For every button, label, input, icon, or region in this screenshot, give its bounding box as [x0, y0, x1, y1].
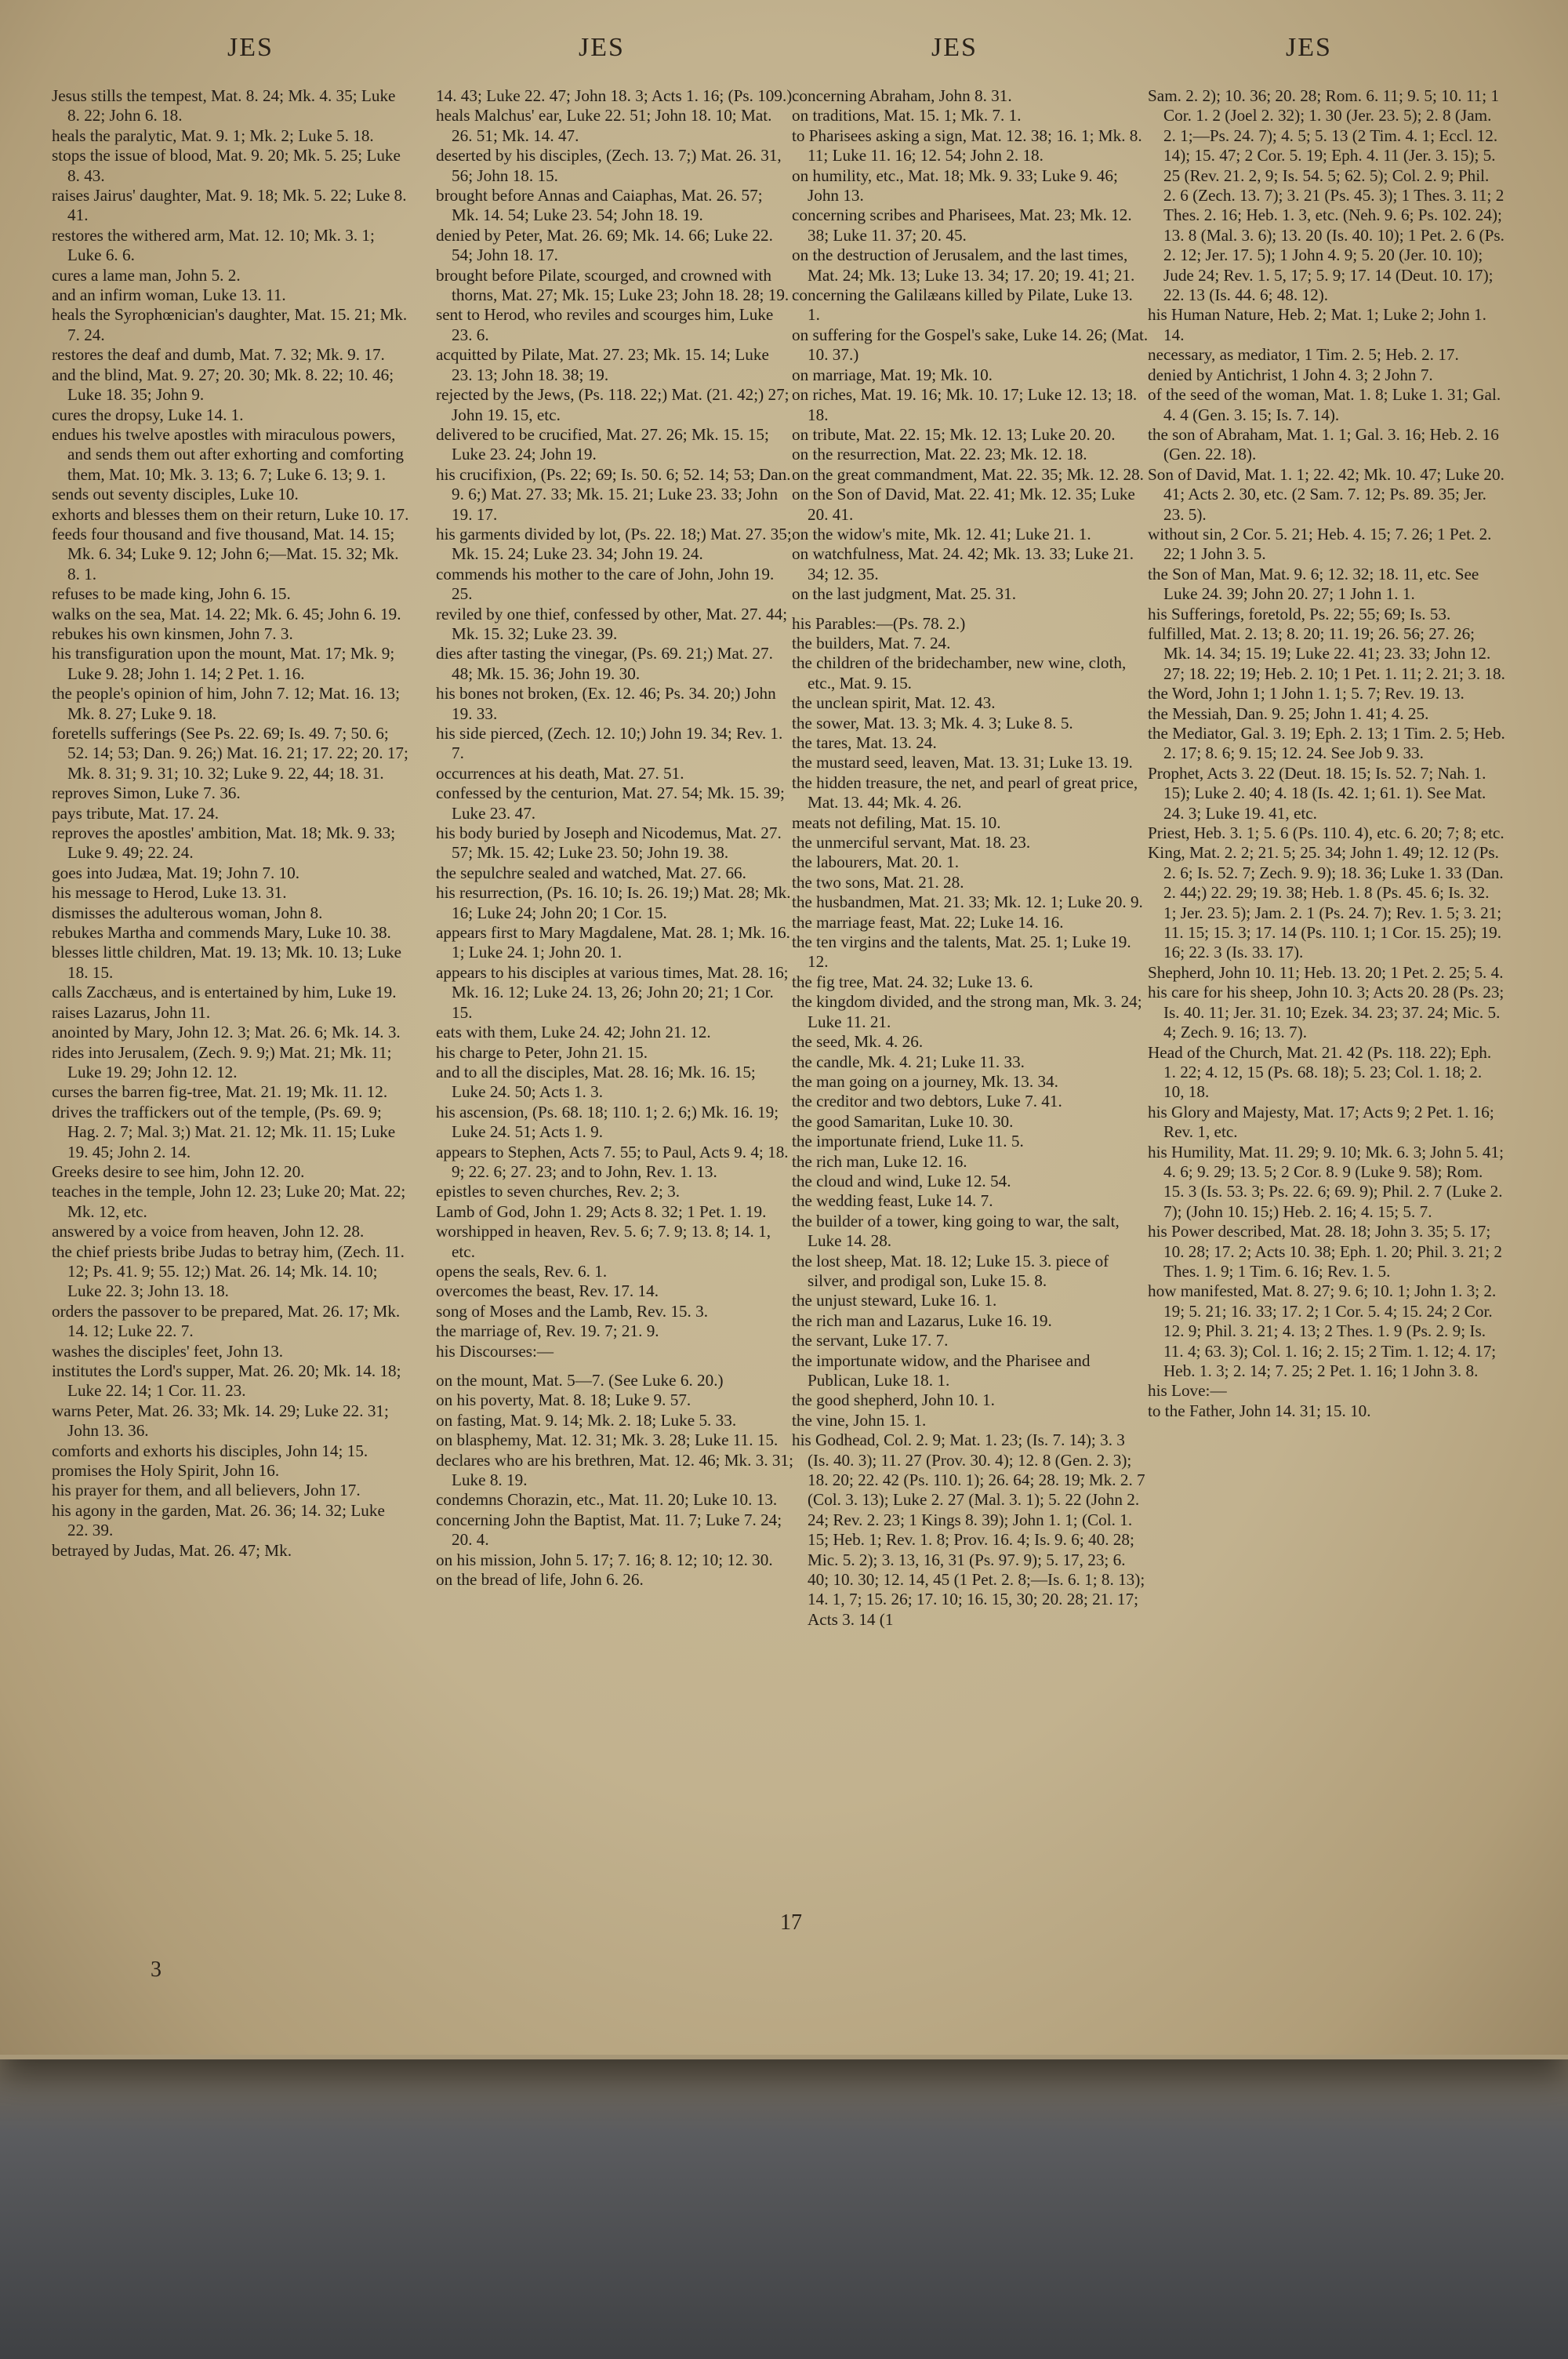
- index-entry: sent to Herod, who reviles and scourges him, Luke 23. 6.: [436, 305, 774, 344]
- index-entry: on fasting, Mat. 9. 14; Mk. 2. 18; Luke 5. 33.: [436, 1410, 737, 1430]
- index-entry: his Power described, Mat. 28. 18; John 3. 35; 5. 17; 10. 28; 17. 2; Acts 10. 38; Eph. 1. 20; Phil. 3. 21; 2 Thes. 1. 9; 1 Tim. 6. 16; Rev. 1. 5.: [1148, 1222, 1503, 1281]
- index-entry: heals the paralytic, Mat. 9. 1; Mk. 2; Luke 5. 18.: [52, 125, 374, 145]
- index-entry: King, Mat. 2. 2; 21. 5; 25. 34; John 1. 49; 12. 12 (Ps. 2. 6; Is. 52. 7; Zech. 9. 9); 18. 36; Luke 1. 33 (Dan. 2. 44;) 22. 29; 19. 38; Heb. 1. 8 (Ps. 45. 6; Is. 32. 1; Jer. 23. 5); Jam. 2. 1 (Ps. 24. 7); Rev. 1. 5; 3. 21; 11. 15; 15. 3; 17. 14 (Ps. 110. 1; 1 Cor. 15. 25); 19. 16; 22. 3 (Is. 33. 17).: [1148, 843, 1504, 962]
- index-column-3: [792, 86, 1149, 1630]
- index-entry: to the Father, John 14. 31; 15. 10.: [1148, 1401, 1371, 1420]
- index-entry: and to all the disciples, Mat. 28. 16; Mk. 16. 15; Luke 24. 50; Acts 1. 3.: [436, 1062, 756, 1102]
- index-entry: the hidden treasure, the net, and pearl of great price, Mat. 13. 44; Mk. 4. 26.: [792, 772, 1138, 812]
- index-entry: the builders, Mat. 7. 24.: [792, 633, 951, 652]
- index-entry: the cloud and wind, Luke 12. 54.: [792, 1171, 1011, 1190]
- index-entry: endues his twelve apostles with miraculous powers, and sends them out after exhorting and comforting them, Mat. 10; Mk. 3. 13; 6. 7; Luke 6. 13; 9. 1.: [52, 424, 404, 484]
- index-entry: restores the withered arm, Mat. 12. 10; Mk. 3. 1; Luke 6. 6.: [52, 225, 375, 265]
- index-entry: teaches in the temple, John 12. 23; Luke 20; Mat. 22; Mk. 12, etc.: [52, 1182, 406, 1221]
- index-entry: curses the barren fig-tree, Mat. 21. 19; Mk. 11. 12.: [52, 1082, 388, 1102]
- index-entry: the labourers, Mat. 20. 1.: [792, 852, 960, 872]
- index-entry: his care for his sheep, John 10. 3; Acts 20. 28 (Ps. 23; Is. 40. 11; Jer. 31. 10; Ezek. 34. 23; 37. 24; Mic. 5. 4; Zech. 9. 16; 13. 7).: [1148, 983, 1504, 1042]
- index-entry: necessary, as mediator, 1 Tim. 2. 5; Heb. 2. 17.: [1148, 345, 1459, 365]
- index-entry: on the Son of David, Mat. 22. 41; Mk. 12. 35; Luke 20. 41.: [792, 485, 1135, 524]
- index-entry: Prophet, Acts 3. 22 (Deut. 18. 15; Is. 52. 7; Nah. 1. 15); Luke 2. 40; 4. 18 (Is. 42. 1; 61. 1). See Mat. 24. 3; Luke 19. 41, etc.: [1148, 763, 1486, 823]
- index-entry: opens the seals, Rev. 6. 1.: [436, 1261, 608, 1281]
- index-entry: his transfiguration upon the mount, Mat. 17; Mk. 9; Luke 9. 28; John 1. 14; 2 Pet. 1. 16.: [52, 644, 395, 683]
- index-entry: goes into Judæa, Mat. 19; John 7. 10.: [52, 863, 300, 882]
- index-entry: reproves the apostles' ambition, Mat. 18; Mk. 9. 33; Luke 9. 49; 22. 24.: [52, 823, 396, 863]
- index-entry: the Word, John 1; 1 John 1. 1; 5. 7; Rev. 19. 13.: [1148, 684, 1465, 703]
- index-entry: the ten virgins and the talents, Mat. 25. 1; Luke 19. 12.: [792, 932, 1131, 972]
- index-entry: his garments divided by lot, (Ps. 22. 18;) Mat. 27. 35; Mk. 15. 24; Luke 23. 34; John 19. 24.: [436, 524, 792, 564]
- index-entry: of the seed of the woman, Mat. 1. 8; Luke 1. 31; Gal. 4. 4 (Gen. 3. 15; Is. 7. 14).: [1148, 385, 1501, 424]
- index-entry: the lost sheep, Mat. 18. 12; Luke 15. 3. piece of silver, and prodigal son, Luke 15. 8.: [792, 1251, 1109, 1290]
- index-entry: the mustard seed, leaven, Mat. 13. 31; Luke 13. 19.: [792, 753, 1133, 772]
- index-column-2: [436, 86, 793, 1590]
- index-entry: his Parables:—(Ps. 78. 2.): [792, 613, 966, 633]
- index-entry: the unclean spirit, Mat. 12. 43.: [792, 693, 996, 713]
- index-entry: his Godhead, Col. 2. 9; Mat. 1. 23; (Is. 7. 14); 3. 3 (Is. 40. 3); 11. 27 (Prov. 30. 4); 12. 8 (Gen. 2. 3); 18. 20; 22. 42 (Ps. 110. 1); 26. 64; 28. 19; Mk. 2. 7 (Col. 3. 13); Luke 2. 27 (Mal. 3. 1); 5. 22 (John 2. 24; Rev. 2. 23; 1 Kings 8. 39); John 1. 1; (Col. 1. 15; Heb. 1; Rev. 1. 8; Prov. 16. 4; Is. 9. 6; 40. 28; Mic. 5. 2); 3. 13, 16, 31 (Ps. 97. 9); 5. 17, 23; 6. 40; 10. 30; 12. 14, 45 (1 Pet. 2. 8;—Is. 6. 1; 8. 13); 14. 1, 7; 15. 26; 17. 10; 16. 15, 30; 20. 28; 21. 17; Acts 3. 14 (1: [792, 1430, 1145, 1629]
- index-entry: the unjust steward, Luke 16. 1.: [792, 1291, 997, 1310]
- index-entry: on the great commandment, Mat. 22. 35; Mk. 12. 28.: [792, 464, 1144, 484]
- index-entry: rebukes Martha and commends Mary, Luke 10. 38.: [52, 923, 391, 943]
- index-entry: the vine, John 15. 1.: [792, 1410, 927, 1430]
- index-entry: foretells sufferings (See Ps. 22. 69; Is. 49. 7; 50. 6; 52. 14; 53; Dan. 9. 26;) Mat. 16. 21; 17. 22; 20. 17; Mk. 8. 31; 9. 31; 10. 32; Luke 9. 22, 44; 18. 31.: [52, 724, 408, 783]
- index-entry: washes the disciples' feet, John 13.: [52, 1341, 284, 1361]
- index-entry: the good shepherd, John 10. 1.: [792, 1390, 995, 1410]
- index-entry: the Mediator, Gal. 3. 19; Eph. 2. 13; 1 Tim. 2. 5; Heb. 2. 17; 8. 6; 9. 15; 12. 24. See Job 9. 33.: [1148, 724, 1505, 763]
- index-entry: his body buried by Joseph and Nicodemus, Mat. 27. 57; Mk. 15. 42; Luke 23. 50; John 19. 38.: [436, 823, 782, 863]
- index-entry: condemns Chorazin, etc., Mat. 11. 20; Luke 10. 13.: [436, 1490, 778, 1510]
- index-column-4: [1148, 86, 1505, 1421]
- index-entry: the wedding feast, Luke 14. 7.: [792, 1191, 993, 1211]
- index-entry: rides into Jerusalem, (Zech. 9. 9;) Mat. 21; Mk. 11; Luke 19. 29; John 12. 12.: [52, 1042, 392, 1081]
- page-number: 17: [780, 1910, 802, 1935]
- index-entry: the importunate widow, and the Pharisee and Publican, Luke 18. 1.: [792, 1350, 1091, 1390]
- index-entry: the children of the bridechamber, new wine, cloth, etc., Mat. 9. 15.: [792, 653, 1127, 692]
- index-entry: the Messiah, Dan. 9. 25; John 1. 41; 4. 25.: [1148, 703, 1429, 723]
- index-entry: the rich man, Luke 12. 16.: [792, 1151, 967, 1171]
- index-entry: dies after tasting the vinegar, (Ps. 69. 21;) Mat. 27. 48; Mk. 15. 36; John 19. 30.: [436, 644, 773, 683]
- index-entry: how manifested, Mat. 8. 27; 9. 6; 10. 1; John 1. 3; 2. 19; 5. 21; 16. 33; 17. 2; 1 Cor. 5. 4; 15. 24; 2 Cor. 12. 9; Phil. 3. 21; 4. 13; 2 Thes. 1. 9 (Ps. 2. 9; Is. 11. 4; 63. 3); Col. 1. 16; 2. 15; 2 Tim. 1. 12; 4. 17; Heb. 1. 3; 2. 14; 7. 25; 2 Pet. 1. 16; 1 John 3. 8.: [1148, 1281, 1497, 1380]
- index-entry: delivered to be crucified, Mat. 27. 26; Mk. 15. 15; Luke 23. 24; John 19.: [436, 424, 769, 464]
- index-entry: his Glory and Majesty, Mat. 17; Acts 9; 2 Pet. 1. 16; Rev. 1, etc.: [1148, 1102, 1494, 1142]
- index-column-1: [52, 86, 409, 1561]
- index-entry: walks on the sea, Mat. 14. 22; Mk. 6. 45; John 6. 19.: [52, 604, 401, 623]
- index-entry: concerning Abraham, John 8. 31.: [792, 86, 1012, 105]
- index-entry: promises the Holy Spirit, John 16.: [52, 1461, 280, 1481]
- index-entry: the tares, Mat. 13. 24.: [792, 733, 937, 752]
- index-entry: his Love:—: [1148, 1381, 1227, 1401]
- index-entry: meats not defiling, Mat. 15. 10.: [792, 812, 1001, 832]
- index-entry: the marriage of, Rev. 19. 7; 21. 9.: [436, 1321, 659, 1341]
- index-entry: his agony in the garden, Mat. 26. 36; 14. 32; Luke 22. 39.: [52, 1500, 385, 1540]
- index-entry: his ascension, (Ps. 68. 18; 110. 1; 2. 6;) Mk. 16. 19; Luke 24. 51; Acts 1. 9.: [436, 1102, 779, 1142]
- index-entry: Jesus stills the tempest, Mat. 8. 24; Mk. 4. 35; Luke 8. 22; John 6. 18.: [52, 86, 396, 125]
- index-entry: dismisses the adulterous woman, John 8.: [52, 903, 323, 922]
- index-entry: the sepulchre sealed and watched, Mat. 27. 66.: [436, 863, 746, 882]
- index-entry: overcomes the beast, Rev. 17. 14.: [436, 1281, 659, 1301]
- index-entry: drives the traffickers out of the temple, (Ps. 69. 9; Hag. 2. 7; Mal. 3;) Mat. 21. 12; Mk. 11. 15; Luke 19. 45; John 2. 14.: [52, 1102, 396, 1161]
- index-entry: and an infirm woman, Luke 13. 11.: [52, 285, 286, 305]
- index-entry: rebukes his own kinsmen, John 7. 3.: [52, 623, 293, 643]
- index-entry: his Sufferings, foretold, Ps. 22; 55; 69; Is. 53.: [1148, 604, 1451, 623]
- index-entry: brought before Annas and Caiaphas, Mat. 26. 57; Mk. 14. 54; Luke 23. 54; John 18. 19.: [436, 186, 763, 225]
- index-entry: restores the deaf and dumb, Mat. 7. 32; Mk. 9. 17.: [52, 345, 385, 365]
- index-entry: the creditor and two debtors, Luke 7. 41.: [792, 1092, 1062, 1111]
- index-entry: his charge to Peter, John 21. 15.: [436, 1042, 648, 1062]
- index-entry: raises Lazarus, John 11.: [52, 1002, 211, 1022]
- index-entry: on the mount, Mat. 5—7. (See Luke 6. 20.): [436, 1371, 724, 1390]
- index-entry: the good Samaritan, Luke 10. 30.: [792, 1111, 1014, 1131]
- index-entry: on the resurrection, Mat. 22. 23; Mk. 12. 18.: [792, 445, 1087, 464]
- index-entry: the unmerciful servant, Mat. 18. 23.: [792, 833, 1031, 852]
- index-entry: on his mission, John 5. 17; 7. 16; 8. 12; 10; 12. 30.: [436, 1550, 773, 1569]
- index-entry: Sam. 2. 2); 10. 36; 20. 28; Rom. 6. 11; 9. 5; 10. 11; 1 Cor. 1. 2 (Joel 2. 32); 1. 30 (Jer. 23. 5); 2. 8 (Jam. 2. 1;—Ps. 24. 7); 4. 5; 5. 13 (2 Tim. 4. 1; Eccl. 12. 14); 15. 47; 2 Cor. 5. 19; Eph. 4. 11 (Jer. 3. 15); 5. 25 (Rev. 21. 2, 9; Is. 54. 5; 62. 5); Col. 2. 9; Phil. 2. 6 (Zech. 13. 7); 3. 21 (Ps. 45. 3); 1 Thes. 3. 11; 2 Thes. 2. 16; Heb. 1. 3, etc. (Neh. 9. 6; Ps. 102. 24); 13. 8 (Mal. 3. 6); 13. 20 (Is. 40. 10); 1 Pet. 2. 6 (Ps. 2. 12; Jer. 17. 5); 1 John 4. 9; 5. 20 (Jer. 10. 10); Jude 24; Rev. 1. 5, 17; 5. 9; 17. 14 (Deut. 10. 17); 22. 13 (Is. 44. 6; 48. 12).: [1148, 86, 1504, 305]
- index-entry: brought before Pilate, scourged, and crowned with thorns, Mat. 27; Mk. 15; Luke 23; John 18. 28; 19.: [436, 265, 789, 305]
- index-entry: concerning the Galilæans killed by Pilate, Luke 13. 1.: [792, 285, 1133, 325]
- index-entry: the importunate friend, Luke 11. 5.: [792, 1132, 1024, 1151]
- index-entry: on watchfulness, Mat. 24. 42; Mk. 13. 33; Luke 21. 34; 12. 35.: [792, 544, 1134, 583]
- index-entry: concerning scribes and Pharisees, Mat. 23; Mk. 12. 38; Luke 11. 37; 20. 45.: [792, 205, 1132, 245]
- index-entry: and the blind, Mat. 9. 27; 20. 30; Mk. 8. 22; 10. 46; Luke 18. 35; John 9.: [52, 365, 394, 405]
- index-entry: his Discourses:—: [436, 1341, 554, 1361]
- index-entry: acquitted by Pilate, Mat. 27. 23; Mk. 15. 14; Luke 23. 13; John 18. 38; 19.: [436, 345, 769, 384]
- index-entry: heals the Syrophœnician's daughter, Mat. 15. 21; Mk. 7. 24.: [52, 305, 408, 344]
- index-entry: rejected by the Jews, (Ps. 118. 22;) Mat. (21. 42;) 27; John 19. 15, etc.: [436, 385, 789, 424]
- index-entry: betrayed by Judas, Mat. 26. 47; Mk.: [52, 1540, 292, 1560]
- index-entry: on his poverty, Mat. 8. 18; Luke 9. 57.: [436, 1390, 691, 1410]
- running-head-1: JES: [227, 33, 274, 62]
- index-entry: the Son of Man, Mat. 9. 6; 12. 32; 18. 11, etc. See Luke 24. 39; John 20. 27; 1 John 1. 1.: [1148, 564, 1479, 604]
- index-entry: song of Moses and the Lamb, Rev. 15. 3.: [436, 1301, 708, 1321]
- index-entry: Greeks desire to see him, John 12. 20.: [52, 1161, 305, 1181]
- index-entry: on tribute, Mat. 22. 15; Mk. 12. 13; Luke 20. 20.: [792, 424, 1116, 444]
- index-entry: on the widow's mite, Mk. 12. 41; Luke 21. 1.: [792, 524, 1091, 543]
- signature-mark: 3: [151, 1957, 162, 1982]
- index-entry: appears to Stephen, Acts 7. 55; to Paul, Acts 9. 4; 18. 9; 22. 6; 27. 23; and to John, Rev. 1. 13.: [436, 1142, 789, 1181]
- index-entry: denied by Antichrist, 1 John 4. 3; 2 John 7.: [1148, 365, 1433, 384]
- index-entry: on traditions, Mat. 15. 1; Mk. 7. 1.: [792, 106, 1022, 125]
- index-entry: the rich man and Lazarus, Luke 16. 19.: [792, 1310, 1052, 1330]
- index-entry: the marriage feast, Mat. 22; Luke 14. 16.: [792, 912, 1064, 932]
- index-entry: deserted by his disciples, (Zech. 13. 7;) Mat. 26. 31, 56; John 18. 15.: [436, 146, 782, 185]
- index-entry: the candle, Mk. 4. 21; Luke 11. 33.: [792, 1052, 1025, 1071]
- running-head-2: JES: [579, 33, 625, 62]
- index-entry: raises Jairus' daughter, Mat. 9. 18; Mk. 5. 22; Luke 8. 41.: [52, 186, 407, 225]
- index-entry: appears to his disciples at various times, Mat. 28. 16; Mk. 16. 12; Luke 24. 13, 26; John 20; 21; 1 Cor. 15.: [436, 962, 789, 1022]
- running-head-4: JES: [1286, 33, 1332, 62]
- index-entry: his bones not broken, (Ex. 12. 46; Ps. 34. 20;) John 19. 33.: [436, 684, 776, 723]
- index-entry: without sin, 2 Cor. 5. 21; Heb. 4. 15; 7. 26; 1 Pet. 2. 22; 1 John 3. 5.: [1148, 524, 1492, 564]
- index-entry: concerning John the Baptist, Mat. 11. 7; Luke 7. 24; 20. 4.: [436, 1510, 782, 1550]
- index-entry: his resurrection, (Ps. 16. 10; Is. 26. 19;) Mat. 28; Mk. 16; Luke 24; John 20; 1 Cor. 15.: [436, 883, 791, 922]
- index-entry: fulfilled, Mat. 2. 13; 8. 20; 11. 19; 26. 56; 27. 26; Mk. 14. 34; 15. 19; Luke 22. 41; 23. 33; John 12. 27; 18. 22; 19; Heb. 2. 10; 1 Pet. 1. 11; 2. 21; 3. 18.: [1148, 623, 1505, 683]
- index-entry: Priest, Heb. 3. 1; 5. 6 (Ps. 110. 4), etc. 6. 20; 7; 8; etc.: [1148, 823, 1504, 843]
- index-entry: the son of Abraham, Mat. 1. 1; Gal. 3. 16; Heb. 2. 16 (Gen. 22. 18).: [1148, 424, 1499, 464]
- index-entry: 14. 43; Luke 22. 47; John 18. 3; Acts 1. 16; (Ps. 109.): [436, 86, 793, 105]
- index-entry: heals Malchus' ear, Luke 22. 51; John 18. 10; Mat. 26. 51; Mk. 14. 47.: [436, 106, 772, 145]
- index-entry: denied by Peter, Mat. 26. 69; Mk. 14. 66; Luke 22. 54; John 18. 17.: [436, 225, 773, 265]
- index-entry: on suffering for the Gospel's sake, Luke 14. 26; (Mat. 10. 37.): [792, 325, 1149, 365]
- index-entry: worshipped in heaven, Rev. 5. 6; 7. 9; 13. 8; 14. 1, etc.: [436, 1222, 771, 1261]
- index-entry: answered by a voice from heaven, John 12. 28.: [52, 1222, 365, 1241]
- index-entry: on riches, Mat. 19. 16; Mk. 10. 17; Luke 12. 13; 18. 18.: [792, 385, 1138, 424]
- index-entry: calls Zacchæus, and is entertained by him, Luke 19.: [52, 983, 397, 1002]
- index-entry: Head of the Church, Mat. 21. 42 (Ps. 118. 22); Eph. 1. 22; 4. 12, 15 (Ps. 68. 18); 5. 23; Col. 1. 18; 2. 10, 18.: [1148, 1042, 1492, 1102]
- index-entry: his side pierced, (Zech. 12. 10;) John 19. 34; Rev. 1. 7.: [436, 724, 783, 763]
- running-head-3: JES: [931, 33, 978, 62]
- index-entry: orders the passover to be prepared, Mat. 26. 17; Mk. 14. 12; Luke 22. 7.: [52, 1301, 401, 1341]
- index-entry: cures the dropsy, Luke 14. 1.: [52, 405, 244, 424]
- index-entry: on blasphemy, Mat. 12. 31; Mk. 3. 28; Luke 11. 15.: [436, 1430, 779, 1450]
- index-entry: Shepherd, John 10. 11; Heb. 13. 20; 1 Pet. 2. 25; 5. 4.: [1148, 962, 1504, 982]
- index-entry: exhorts and blesses them on their return, Luke 10. 17.: [52, 504, 409, 524]
- index-entry: his message to Herod, Luke 13. 31.: [52, 883, 287, 903]
- index-entry: on the destruction of Jerusalem, and the last times, Mat. 24; Mk. 13; Luke 13. 34; 17. 20; 19. 41; 21.: [792, 245, 1135, 285]
- index-entry: sends out seventy disciples, Luke 10.: [52, 485, 299, 504]
- index-entry: eats with them, Luke 24. 42; John 21. 12.: [436, 1023, 711, 1042]
- index-entry: reproves Simon, Luke 7. 36.: [52, 783, 241, 803]
- index-entry: feeds four thousand and five thousand, Mat. 14. 15; Mk. 6. 34; Luke 9. 12; John 6;—Mat. 15. 32; Mk. 8. 1.: [52, 524, 399, 583]
- index-entry: his crucifixion, (Ps. 22; 69; Is. 50. 6; 52. 14; 53; Dan. 9. 6;) Mat. 27. 33; Mk. 15. 21; Luke 23. 33; John 19. 17.: [436, 464, 791, 524]
- index-entry: on the last judgment, Mat. 25. 31.: [792, 584, 1017, 604]
- index-entry: the servant, Luke 17. 7.: [792, 1331, 949, 1350]
- index-entry: his prayer for them, and all believers, John 17.: [52, 1481, 361, 1500]
- index-entry: the two sons, Mat. 21. 28.: [792, 872, 964, 892]
- index-entry: epistles to seven churches, Rev. 2; 3.: [436, 1182, 681, 1201]
- index-entry: comforts and exhorts his disciples, John 14; 15.: [52, 1441, 368, 1460]
- index-entry: the husbandmen, Mat. 21. 33; Mk. 12. 1; Luke 20. 9.: [792, 892, 1143, 912]
- index-entry: the sower, Mat. 13. 3; Mk. 4. 3; Luke 8. 5.: [792, 713, 1073, 732]
- index-entry: cures a lame man, John 5. 2.: [52, 265, 241, 285]
- index-entry: the kingdom divided, and the strong man, Mk. 3. 24; Luke 11. 21.: [792, 992, 1142, 1031]
- index-entry: institutes the Lord's supper, Mat. 26. 20; Mk. 14. 18; Luke 22. 14; 1 Cor. 11. 23.: [52, 1361, 401, 1401]
- index-entry: to Pharisees asking a sign, Mat. 12. 38; 16. 1; Mk. 8. 11; Luke 11. 16; 12. 54; John 2. 18.: [792, 125, 1142, 165]
- index-entry: reviled by one thief, confessed by other, Mat. 27. 44; Mk. 15. 32; Luke 23. 39.: [436, 604, 788, 643]
- index-entry: blesses little children, Mat. 19. 13; Mk. 10. 13; Luke 18. 15.: [52, 943, 402, 982]
- index-entry: occurrences at his death, Mat. 27. 51.: [436, 763, 684, 783]
- index-entry: warns Peter, Mat. 26. 33; Mk. 14. 29; Luke 22. 31; John 13. 36.: [52, 1401, 389, 1441]
- index-entry: his Humility, Mat. 11. 29; 9. 10; Mk. 6. 3; John 5. 41; 4. 6; 9. 29; 13. 5; 2 Cor. 8. 9 (Luke 9. 58); Rom. 15. 3 (Is. 53. 3; Ps. 22. 6; 69. 9); Phil. 2. 7 (Luke 2. 7); (John 10. 15;) Heb. 2. 16; 4. 15; 5. 7.: [1148, 1142, 1504, 1221]
- index-entry: his Human Nature, Heb. 2; Mat. 1; Luke 2; John 1. 14.: [1148, 305, 1486, 344]
- index-entry: on the bread of life, John 6. 26.: [436, 1570, 644, 1590]
- index-entry: Son of David, Mat. 1. 1; 22. 42; Mk. 10. 47; Luke 20. 41; Acts 2. 30, etc. (2 Sam. 7. 12; Ps. 89. 35; Jer. 23. 5).: [1148, 464, 1504, 524]
- index-entry: anointed by Mary, John 12. 3; Mat. 26. 6; Mk. 14. 3.: [52, 1023, 401, 1042]
- index-entry: the man going on a journey, Mk. 13. 34.: [792, 1071, 1058, 1091]
- index-entry: the fig tree, Mat. 24. 32; Luke 13. 6.: [792, 972, 1033, 991]
- index-entry: on humility, etc., Mat. 18; Mk. 9. 33; Luke 9. 46; John 13.: [792, 165, 1118, 205]
- index-entry: pays tribute, Mat. 17. 24.: [52, 803, 220, 823]
- index-entry: Lamb of God, John 1. 29; Acts 8. 32; 1 Pet. 1. 19.: [436, 1201, 767, 1221]
- index-entry: stops the issue of blood, Mat. 9. 20; Mk. 5. 25; Luke 8. 43.: [52, 146, 401, 185]
- index-entry: the builder of a tower, king going to war, the salt, Luke 14. 28.: [792, 1211, 1120, 1251]
- index-entry: the seed, Mk. 4. 26.: [792, 1032, 924, 1052]
- index-entry: commends his mother to the care of John, John 19. 25.: [436, 564, 775, 604]
- index-entry: appears first to Mary Magdalene, Mat. 28. 1; Mk. 16. 1; Luke 24. 1; John 20. 1.: [436, 923, 790, 962]
- index-entry: the chief priests bribe Judas to betray him, (Zech. 11. 12; Ps. 41. 9; 55. 12;) Mat. 26. 14; Mk. 14. 10; Luke 22. 3; John 13. 18.: [52, 1241, 405, 1301]
- index-entry: refuses to be made king, John 6. 15.: [52, 584, 291, 604]
- index-entry: confessed by the centurion, Mat. 27. 54; Mk. 15. 39; Luke 23. 47.: [436, 783, 785, 823]
- index-entry: the people's opinion of him, John 7. 12; Mat. 16. 13; Mk. 8. 27; Luke 9. 18.: [52, 684, 401, 723]
- index-entry: on marriage, Mat. 19; Mk. 10.: [792, 365, 993, 384]
- index-entry: declares who are his brethren, Mat. 12. 46; Mk. 3. 31; Luke 8. 19.: [436, 1450, 794, 1490]
